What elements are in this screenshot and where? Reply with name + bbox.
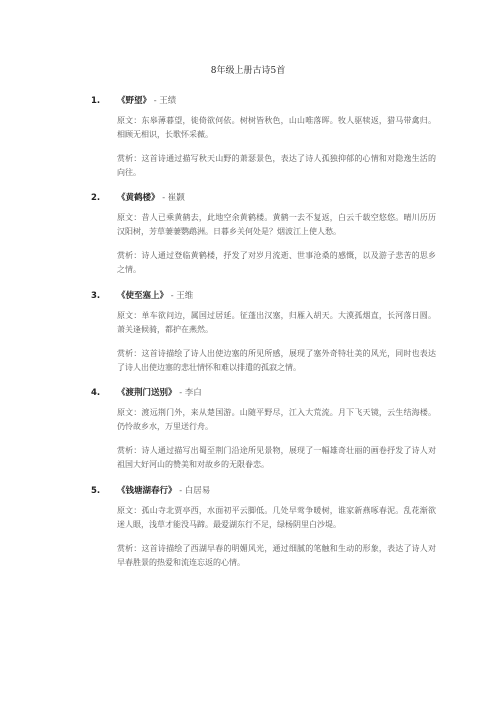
poem-appreciation-text: 赏析：诗人通过描写出蜀至荆门沿途所见景物，展现了一幅雄奇壮丽的画卷抒发了诗人对祖国大好河山的赞美和对故乡的无限眷恋。 (117, 446, 436, 469)
poem-author: - 崔颢 (162, 193, 185, 203)
poem-section (91, 95, 436, 180)
poem-appreciation-text: 赏析：这首诗描绘了诗人出使边塞的所见所感，展现了塞外奇特壮美的风光，同时也表达了诗人出使边塞的悲壮情怀和难以排遣的孤寂之情。 (117, 349, 436, 372)
poem-original-text: 原文：渡远荆门外，来从楚国游。山随平野尽，江入大荒流。月下飞天镜，云生结海楼。仍怜故乡水，万里送行舟。 (117, 408, 436, 431)
poem-title: 《野望》 (117, 96, 152, 106)
poem-title: 《渡荆门送别》 (117, 388, 177, 398)
poem-number: 3. (91, 291, 101, 301)
poem-number: 2. (91, 193, 101, 203)
poem-appreciation-text: 赏析：这首诗描绘了西湖早春的明媚风光，通过细腻的笔触和生动的形象，表达了诗人对早春胜景的热爱和流连忘返的心情。 (117, 544, 436, 567)
poem-heading (91, 387, 436, 399)
poem-heading (91, 290, 436, 302)
poem-author: - 白居易 (179, 486, 211, 496)
poem-appreciation-text: 赏析：诗人通过登临黄鹤楼，抒发了对岁月流逝、世事沧桑的感慨，以及游子悲苦的思乡之情。 (117, 251, 436, 274)
poem-original-text: 原文：单车欲问边，属国过居延。征蓬出汉塞，归雁入胡天。大漠孤烟直，长河落日圆。萧关逢候骑，都护在燕然。 (117, 311, 436, 334)
poem-number: 5. (91, 486, 101, 496)
poem-heading (91, 192, 436, 204)
poem-original-text: 原文：昔人已乘黄鹤去，此地空余黄鹤楼。黄鹤一去不复返，白云千载空悠悠。晴川历历汉阳树，芳草萋萋鹦鹉洲。日暮乡关何处是？烟波江上使人愁。 (117, 213, 436, 236)
poem-number: 4. (91, 388, 101, 398)
poem-section (91, 290, 436, 375)
poem-section (91, 387, 436, 472)
document-title: 8年级上册古诗5首 (210, 66, 286, 76)
poem-title: 《黄鹤楼》 (117, 193, 160, 203)
poem-author: - 王绩 (153, 96, 177, 106)
poem-original-text: 原文：孤山寺北贾亭西，水面初平云脚低。几处早莺争暖树，谁家新燕啄春泥。乱花渐欲迷人眼，浅草才能没马蹄。最爱湖东行不足，绿杨阴里白沙堤。 (117, 506, 436, 529)
poem-original-text: 原文：东皋薄暮望，徙倚欲何依。树树皆秋色，山山唯落晖。牧人驱犊返，猎马带禽归。相顾无相识，长歌怀采薇。 (117, 116, 436, 139)
poem-author: - 李白 (179, 388, 202, 398)
poem-section (91, 485, 436, 570)
poem-heading (91, 485, 436, 497)
poem-appreciation-text: 赏析：这首诗通过描写秋天山野的萧瑟景色，表达了诗人孤独抑郁的心情和对隐逸生活的向往。 (117, 154, 436, 177)
poem-heading (91, 95, 436, 107)
poem-section (91, 192, 436, 277)
poem-title: 《钱塘湖春行》 (117, 486, 177, 496)
poem-number: 1. (91, 96, 101, 106)
poem-title: 《使至塞上》 (117, 291, 169, 301)
poem-author: - 王维 (170, 291, 194, 301)
